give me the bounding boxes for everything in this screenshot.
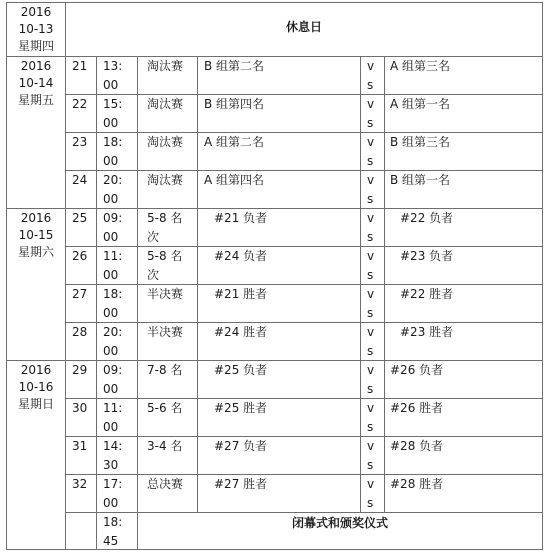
vs-cell: vs (367, 97, 375, 130)
vs-cell: vs (367, 249, 375, 282)
stage-cell: 5-8 名次 (147, 211, 183, 244)
vs-cell: vs (367, 59, 375, 92)
time-cell: 09:00 (103, 363, 123, 396)
vs-cell: vs (367, 401, 375, 434)
stage-cell: 半决赛 (147, 287, 184, 301)
time-cell: 11:00 (103, 249, 123, 282)
stage-cell: 半决赛 (147, 325, 184, 339)
grid-line (137, 56, 138, 550)
match-number-cell: 25 (72, 211, 88, 225)
time-cell: 18:00 (103, 287, 123, 320)
match-number-cell: 22 (72, 97, 88, 111)
team-a-cell: A 组第四名 (204, 173, 265, 187)
team-b-cell: #23 胜者 (400, 325, 454, 339)
match-number-cell: 27 (72, 287, 88, 301)
team-a-cell: B 组第二名 (204, 59, 265, 73)
stage-cell: 7-8 名 (147, 363, 183, 377)
vs-cell: vs (367, 325, 375, 358)
team-b-cell: B 组第一名 (390, 173, 451, 187)
team-b-cell: A 组第一名 (390, 97, 451, 111)
team-a-cell: #24 负者 (214, 249, 268, 263)
team-b-cell: #28 负者 (390, 439, 444, 453)
team-a-cell: #24 胜者 (214, 325, 268, 339)
match-number-cell: 24 (72, 173, 88, 187)
vs-cell: vs (367, 477, 375, 510)
match-number-cell: 26 (72, 249, 88, 263)
team-a-cell: B 组第四名 (204, 97, 265, 111)
vs-cell: vs (367, 363, 375, 396)
time-cell: 17:00 (103, 477, 123, 510)
match-number-cell: 28 (72, 325, 88, 339)
time-cell: 14:30 (103, 439, 123, 472)
grid-line (384, 56, 385, 512)
vs-cell: vs (367, 135, 375, 168)
grid-line (197, 56, 198, 512)
stage-cell: 淘汰赛 (147, 59, 184, 73)
vs-cell: vs (367, 173, 375, 206)
time-cell: 13:00 (103, 59, 123, 92)
date-cell: 2016 10-16 星期日 (17, 363, 54, 411)
match-number-cell: 32 (72, 477, 88, 491)
closing-time-cell: 18:45 (103, 515, 123, 548)
vs-cell: vs (367, 211, 375, 244)
time-cell: 09:00 (103, 211, 123, 244)
date-cell: 2016 10-14 星期五 (17, 59, 54, 107)
team-a-cell: #27 胜者 (214, 477, 268, 491)
time-cell: 11:00 (103, 401, 123, 434)
match-number-cell: 23 (72, 135, 88, 149)
team-a-cell: #21 负者 (214, 211, 268, 225)
team-a-cell: #25 负者 (214, 363, 268, 377)
team-b-cell: #26 负者 (390, 363, 444, 377)
grid-line (542, 2, 543, 550)
match-number-cell: 21 (72, 59, 88, 73)
time-cell: 20:00 (103, 325, 123, 358)
stage-cell: 淘汰赛 (147, 135, 184, 149)
vs-cell: vs (367, 287, 375, 320)
match-number-cell: 31 (72, 439, 88, 453)
team-b-cell: #28 胜者 (390, 477, 444, 491)
grid-line (65, 2, 66, 550)
time-cell: 15:00 (103, 97, 123, 130)
team-b-cell: B 组第三名 (390, 135, 451, 149)
grid-line (6, 2, 543, 3)
vs-cell: vs (367, 439, 375, 472)
closing-ceremony-label: 闭幕式和颁奖仪式 (291, 516, 388, 530)
team-a-cell: #27 负者 (214, 439, 268, 453)
team-b-cell: A 组第三名 (390, 59, 451, 73)
schedule-table (6, 2, 543, 550)
stage-cell: 淘汰赛 (147, 97, 184, 111)
team-a-cell: #21 胜者 (214, 287, 268, 301)
date-cell: 2016 10-15 星期六 (17, 211, 54, 259)
stage-cell: 5-6 名 (147, 401, 183, 415)
time-cell: 20:00 (103, 173, 123, 206)
rest-day-label: 休息日 (285, 20, 322, 34)
stage-cell: 5-8 名次 (147, 249, 183, 282)
team-b-cell: #26 胜者 (390, 401, 444, 415)
team-a-cell: A 组第二名 (204, 135, 265, 149)
time-cell: 18:00 (103, 135, 123, 168)
team-a-cell: #25 胜者 (214, 401, 268, 415)
team-b-cell: #22 胜者 (400, 287, 454, 301)
team-b-cell: #22 负者 (400, 211, 454, 225)
stage-cell: 3-4 名 (147, 439, 183, 453)
team-b-cell: #23 负者 (400, 249, 454, 263)
stage-cell: 淘汰赛 (147, 173, 184, 187)
stage-cell: 总决赛 (147, 477, 184, 491)
match-number-cell: 30 (72, 401, 88, 415)
match-number-cell: 29 (72, 363, 88, 377)
grid-line (96, 56, 97, 550)
date-cell: 2016 10-13 星期四 (17, 5, 54, 53)
grid-line (6, 549, 543, 550)
